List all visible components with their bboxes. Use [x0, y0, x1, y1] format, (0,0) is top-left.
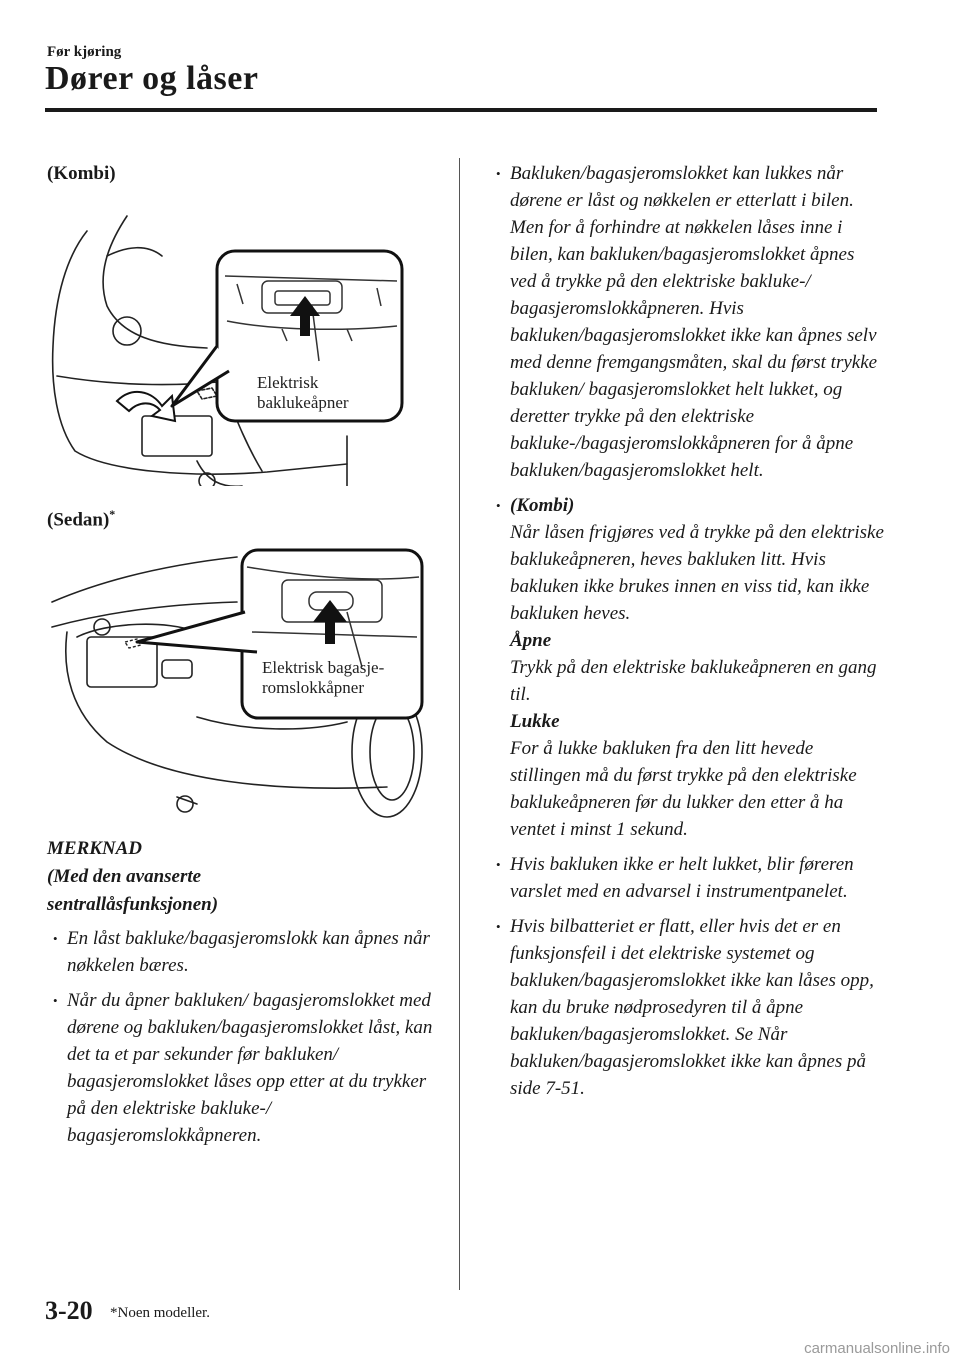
right-bullet: • Hvis bakluken ikke er helt lukket, blir føreren varslet med en advarsel i instrumentpanelet.	[490, 851, 885, 905]
right-bullet: • Hvis bilbatteriet er flatt, eller hvis det er en funksjonsfeil i det elektriske systemet og bakluken/bagasjeromslokket ikke kan låses opp, kan du bruke nødprosedyren til å åpne bakluken/bagasjeromslokket. Se Når bakluken/bagasjeromslokket ikke kan åpnes på side 7-51.	[490, 913, 885, 1102]
kombi-label: (Kombi)	[47, 163, 116, 184]
footnote: *Noen modeller.	[110, 1305, 210, 1321]
right-column	[490, 160, 885, 1110]
kombi-callout: Elektrisk baklukeåpner	[257, 373, 349, 412]
note-bullets	[47, 925, 437, 1149]
page-title: Dører og låser	[45, 60, 259, 97]
note-bullet: • En låst bakluke/bagasjeromslokk kan åpnes når nøkkelen bæres.	[47, 925, 437, 979]
watermark: carmanualsonline.info	[804, 1340, 950, 1357]
sedan-callout: Elektrisk bagasje- romslokkåpner	[262, 658, 385, 698]
right-bullets	[490, 160, 885, 1102]
kombi-illustration	[47, 196, 407, 486]
note-heading: MERKNAD (Med den avanserte sentrallåsfunksjonen)	[47, 838, 219, 916]
sedan-figure	[47, 542, 427, 827]
note-bullet: • Når du åpner bakluken/ bagasjeromslokket med dørene og bakluken/bagasjeromslokket låst, kan det ta et par sekunder før bakluken/ bagasjeromslokket låses opp etter at du trykker på den elektriske bakluke-/ bagasjeromslokkåpneren.	[47, 987, 437, 1149]
sedan-label: (Sedan)*	[47, 507, 116, 531]
column-divider	[459, 158, 460, 1290]
note-block	[47, 835, 437, 1149]
section-label: Før kjøring	[47, 44, 122, 60]
left-column	[47, 160, 437, 1157]
kombi-figure	[47, 196, 407, 486]
right-bullet: • Bakluken/bagasjeromslokket kan lukkes når dørene er låst og nøkkelen er etterlatt i bilen. Men for å forhindre at nøkkelen låses inne i bilen, kan bakluken/bagasjeromslokket åpnes ved å trykke på den elektriske bakluke-/ bagasjeromslokkåpneren. Hvis bakluken/bagasjeromslokket ikke kan åpnes selv med denne fremgangsmåten, skal du først trykke bakluken/ bagasjeromslokket helt lukket, og deretter trykke på den elektriske bakluke-/bagasjeromslokkåpneren for å åpne bakluken/bagasjeromslokket helt.	[490, 160, 885, 484]
right-bullet-kombi: • (Kombi) Når låsen frigjøres ved å trykke på den elektriske baklukeåpneren, heves bakluken litt. Hvis bakluken ikke brukes innen en viss tid, kan ikke bakluken heves. Åpne Trykk på den elektriske baklukeåpneren en gang til. Lukke For å lukke bakluken fra den litt hevede stillingen må du først trykke på den elektriske baklukeåpneren før du lukker den etter å ha ventet i minst 1 sekund.	[490, 492, 885, 843]
title-rule	[45, 108, 877, 112]
page-number: 3-20	[45, 1296, 93, 1325]
